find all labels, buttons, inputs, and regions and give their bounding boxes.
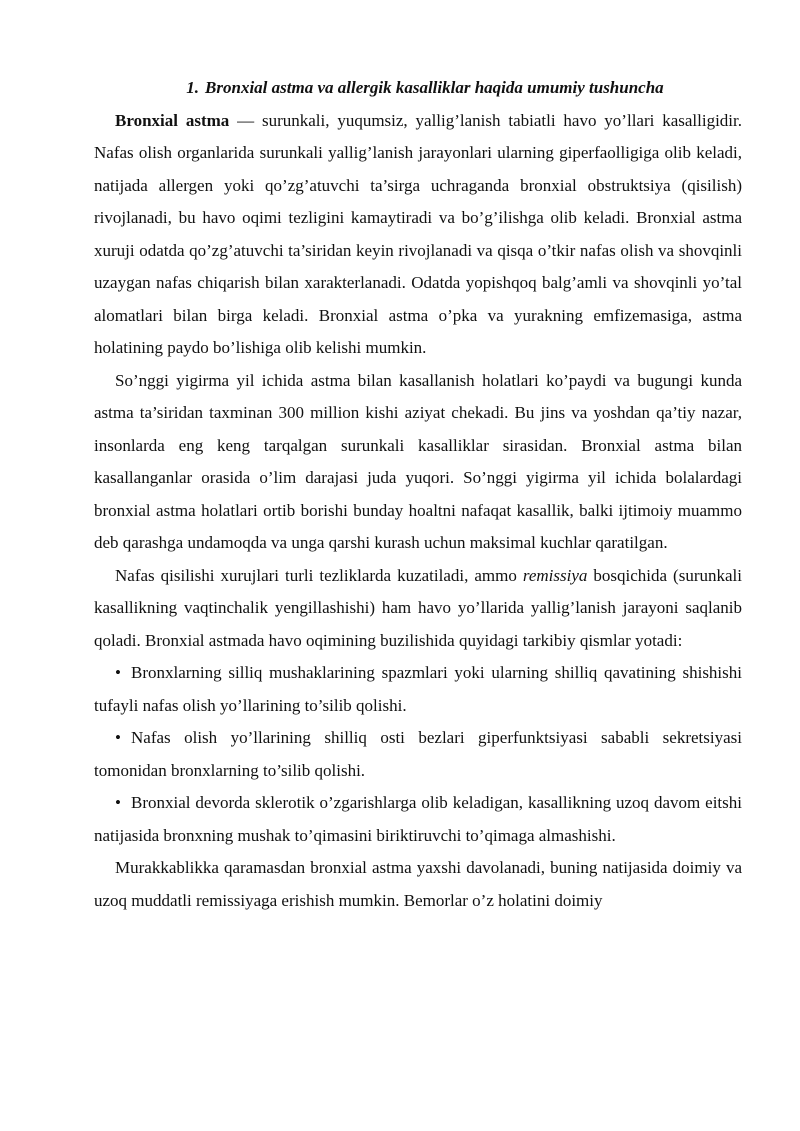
section-number: 1.	[186, 78, 200, 97]
section-heading	[94, 72, 742, 105]
paragraph-remission	[94, 560, 742, 658]
bullet-marker: •	[115, 793, 121, 812]
document-page	[94, 72, 742, 917]
paragraph-treatment: Murakkablikka qaramasdan bronxial astma yaxshi davolanadi, buning natijasida doimiy va uzoq muddatli remissiyaga erishish mumkin. Bemorlar o’z holatini doimiy	[94, 858, 742, 910]
list-item	[94, 722, 742, 787]
list-item-text: Bronxlarning silliq mushaklarining spazmlari yoki ularning shilliq qavatining shishishi tufayli nafas olish yo’llarining to’silib qolishi.	[94, 663, 742, 715]
list-item	[94, 657, 742, 722]
list-item-text: Bronxial devorda sklerotik o’zgarishlarga olib keladigan, kasallikning uzoq davom eitshi natijasida bronxning mushak to’qimasini biriktiruvchi to’qimaga almashishi.	[94, 793, 742, 845]
bullet-marker: •	[115, 728, 121, 747]
term-bronxial-astma: Bronxial astma	[115, 110, 230, 130]
paragraph-remission-end: bosqichida (surunkali kasallikning vaqtinchalik yengillashishi) ham havo yo’llarida yallig’lanish jarayoni saqlanib qoladi. Bronxial astmada havo oqimining buzilishida quyidagi tarkibiy qismlar yotadi:	[94, 565, 742, 650]
section-title: Bronxial astma va allergik kasalliklar haqida umumiy tushuncha	[205, 78, 664, 97]
paragraph-definition	[94, 105, 742, 365]
list-item-text: Nafas olish yo’llarining shilliq osti bezlari giperfunktsiyasi sababli sekretsiyasi tomonidan bronxlarning to’silib qolishi.	[94, 728, 742, 780]
bullet-marker: •	[115, 663, 121, 682]
paragraph-definition-body: — surunkali, yuqumsiz, yallig’lanish tabiatli havo yo’llari kasalligidir. Nafas olish organlarida surunkali yallig’lanish jarayonlari ularning giperfaolligiga olib keladi, natijada allergen yoki qo’zg’atuvchi ta’sirga uchraganda bronxial obstruktsiya (qisilish) rivojlanadi, bu havo oqimi tezligini kamaytiradi va bo’g’ilishga olib keladi. Bronxial astma xuruji odatda qo’zg’atuvchi ta’siridan keyin rivojlanadi va qisqa o’tkir nafas olish va shovqinli uzaygan nafas chiqarish bilan xarakterlanadi. Odatda yopishqoq balg’amli va shovqinli yo’tal alomatlari bilan birga keladi. Bronxial astma o’pka va yurakning emfizemasiga, astma holatining paydo bo’lishiga olib kelishi mumkin.	[94, 110, 742, 357]
list-item	[94, 787, 742, 852]
term-remissiya: remissiya	[522, 565, 588, 585]
paragraph-statistics: So’nggi yigirma yil ichida astma bilan kasallanish holatlari ko’paydi va bugungi kunda astma ta’siridan taxminan 300 million kishi aziyat chekadi. Bu jins va yoshdan qa’tiy nazar, insonlarda eng keng tarqalgan surunkali kasalliklar sirasidan. Bronxial astma bilan kasallanganlar orasida o’lim darajasi juda yuqori. So’nggi yigirma yil ichida bolalardagi bronxial astma holatlari ortib borishi bunday hoaltni nafaqat kasallik, balki ijtimoiy muammo deb qarashga undamoqda va unga qarshi kurash uchun maksimal kuchlar qaratilgan.	[94, 370, 742, 552]
paragraph-remission-start: Nafas qisilishi xurujlari turli tezliklarda kuzatiladi, ammo	[115, 565, 523, 585]
